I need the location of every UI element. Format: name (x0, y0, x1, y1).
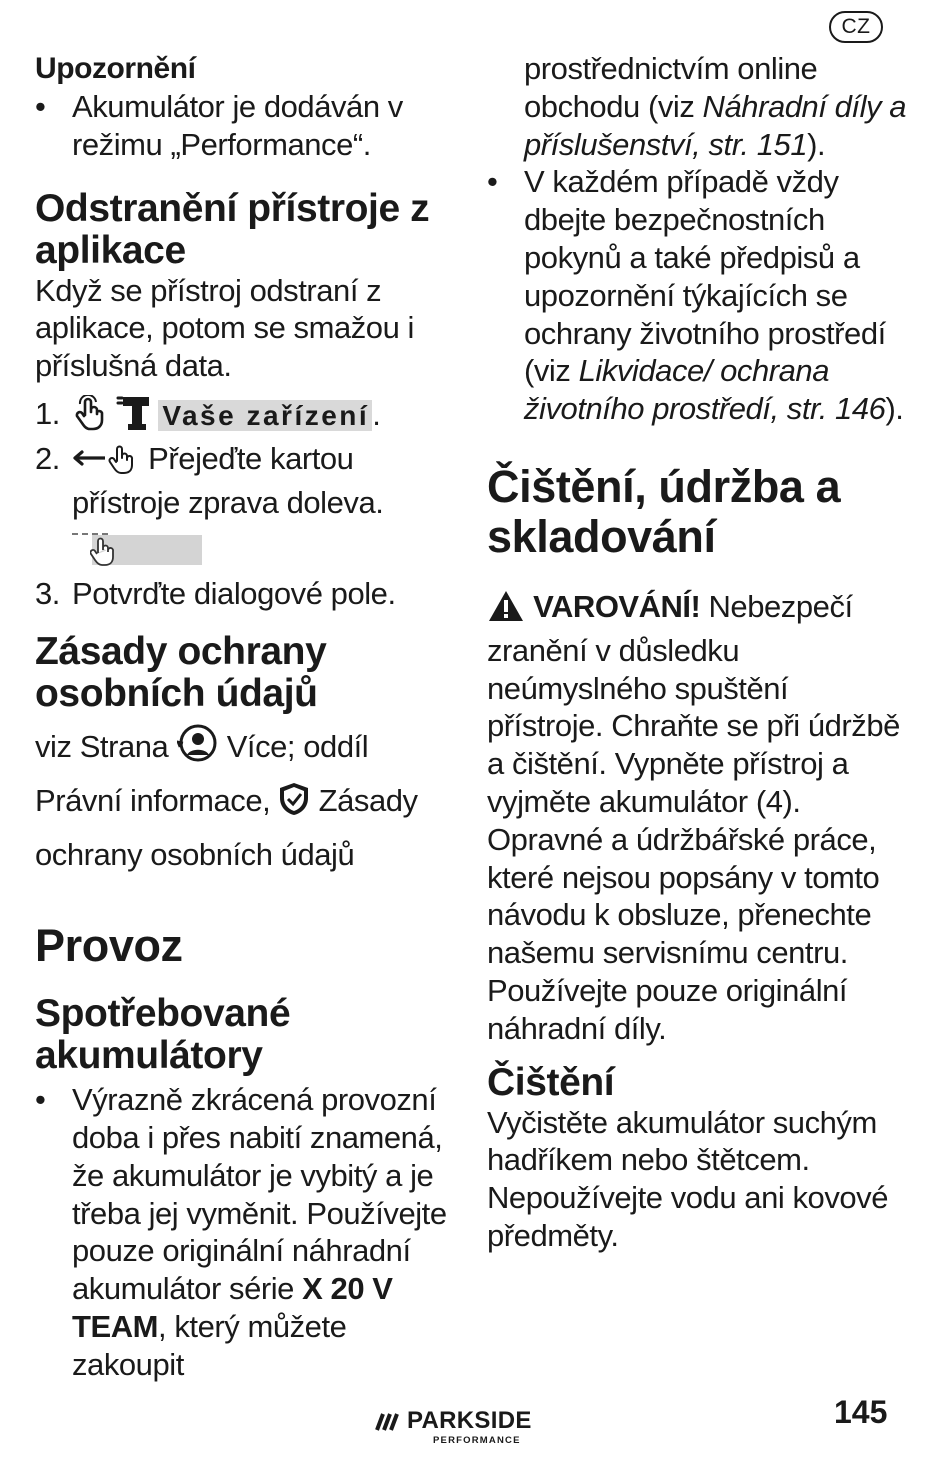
disposal-reference: Likvidace/ ochrana životního prostředí, str. 146 (524, 353, 886, 427)
operation-heading: Provoz (35, 920, 183, 972)
step-3-number: 3. (35, 576, 60, 612)
your-devices-ui-label: Vaše zařízení (158, 400, 372, 431)
step-2-number: 2. (35, 440, 60, 476)
right-column (487, 50, 907, 1255)
warning-triangle-icon (487, 589, 525, 632)
spare-parts-reference: Náhradní díly a příslušenství, str. 151 (524, 88, 907, 162)
battery-text-b: , který můžete zakoupit (72, 1308, 347, 1382)
warning-paragraph (487, 588, 907, 821)
swipe-card-figure (72, 529, 455, 569)
page-number: 145 (834, 1394, 888, 1430)
drill-icon (116, 395, 150, 440)
remove-device-text: Když se přístroj odstraní z aplikace, potom se smažou i příslušná data. (35, 272, 414, 384)
cleaning-heading: Čištění (487, 1060, 615, 1104)
environment-bullet (487, 163, 907, 428)
warning-label: VAROVÁNÍ! (533, 588, 701, 624)
step-2 (35, 440, 455, 522)
privacy-text (35, 723, 455, 879)
brand-subline: PERFORMANCE (433, 1435, 521, 1446)
language-badge: CZ (829, 11, 883, 43)
cleaning-maintenance-heading: Čištění, údržba a skladování (487, 460, 841, 562)
battery-bullet (35, 1081, 455, 1383)
battery-text-a: Výrazně zkrácená provozní doba i přes nabití znamená, že akumulátor je vybitý a je třeba jej vyměnit. Používejte pouze originální náhradní akumulátor série (72, 1082, 447, 1307)
left-column (35, 50, 455, 1384)
continued-text-b: ). (807, 126, 826, 162)
step-1-number: 1. (35, 395, 60, 431)
privacy-text-a: viz Strana (35, 729, 169, 765)
swipe-left-icon (72, 441, 140, 484)
step-3-text: Potvrďte dialogové pole. (72, 576, 396, 612)
depleted-batteries-heading: Spotřebované akumulátory (35, 992, 291, 1078)
parkside-logo (371, 1402, 551, 1452)
environment-text-a: V každém případě vždy dbejte bezpečnostních pokynů a také předpisů a upozornění týkajících se ochrany životního prostředí (viz (524, 164, 886, 389)
shield-check-icon (278, 781, 310, 831)
privacy-heading: Zásady ochrany osobních údajů (35, 630, 327, 716)
step-2-text: Přejeďte kartou přístroje zprava doleva. (72, 440, 384, 520)
note-title: Upozornění (35, 52, 196, 85)
continued-bullet (487, 50, 907, 163)
remove-device-heading: Odstranění přístroje z aplikace (35, 186, 430, 272)
profile-icon (177, 723, 219, 777)
privacy-text-c: Zásady ochrany osobních údajů (35, 783, 418, 873)
privacy-text-b: Více; oddíl Právní informace, (35, 729, 369, 819)
step-3 (35, 575, 455, 613)
step-1 (35, 395, 455, 440)
continued-text-a: prostřednictvím online obchodu (viz (524, 51, 818, 124)
cleaning-text-a: Vyčistěte akumulátor suchým hadříkem nebo štětcem. (487, 1104, 877, 1178)
tap-hand-icon (72, 395, 108, 440)
warning-text: Nebezpečí zranění v důsledku neúmyslného spuštění přístroje. Chraňte se při údržbě a čištění. Vypněte přístroj a vyjměte akumulátor (4). (487, 588, 900, 819)
note-bullet: • Akumulátor je dodáván v režimu „Performance“. (35, 88, 455, 164)
swipe-hand-icon (90, 535, 120, 567)
cleaning-text-b: Nepoužívejte vodu ani kovové předměty. (487, 1180, 888, 1253)
environment-text-b: ). (885, 391, 904, 427)
repair-text: Opravné a údržbářské práce, které nejsou popsány v tomto návodu k obsluze, přenechte našemu servisnímu centru. Používejte pouze originální náhradní díly. (487, 821, 880, 1046)
battery-series: X 20 V TEAM (72, 1271, 393, 1344)
step-1-end: . (372, 396, 381, 432)
brand-name: PARKSIDE (407, 1407, 532, 1434)
